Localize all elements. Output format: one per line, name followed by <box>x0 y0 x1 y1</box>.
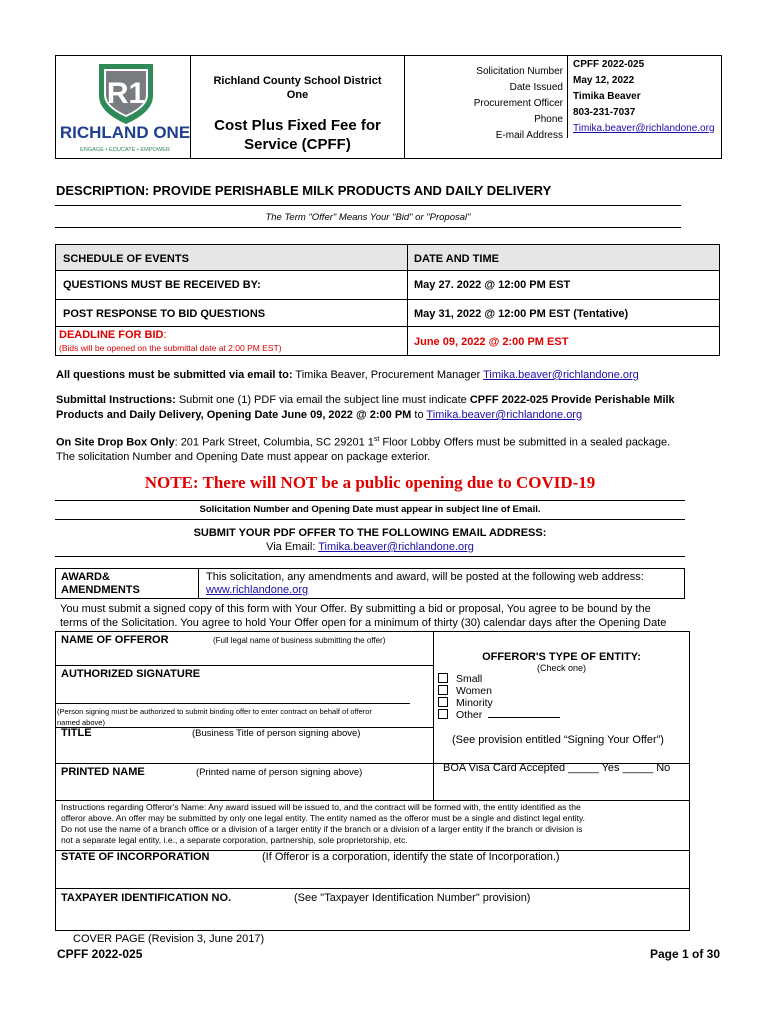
page-number: Page 1 of 30 <box>649 947 720 961</box>
title-input[interactable] <box>59 742 429 762</box>
offeror-name-instructions: Instructions regarding Offeror's Name: Any award issued will be issued to, and the contract will be formed with, the entity identified as the offeror above. An offer may be submitted by only one legal entity. The entity named as the offeror must be a single and distinct legal entity. Do not use the name of a branch office or a division of a larger entity if the branch or a division of a larger entity if the branch or division is not a separate legal entity, i.e., a separate corporation, partnership, sole proprietorship, etc. <box>61 802 586 845</box>
solicitation-number: CPFF 2022-025 <box>573 59 645 70</box>
deadline-note: (Bids will be opened on the submittal date at 2:00 PM EST) <box>59 343 282 353</box>
checkbox-icon[interactable] <box>438 673 448 683</box>
printed-name-input[interactable] <box>59 780 429 798</box>
printed-name-label: PRINTED NAME <box>61 766 145 778</box>
entity-type-title: OFFEROR'S TYPE OF ENTITY: <box>482 651 641 663</box>
label-solicitation-number: Solicitation Number <box>476 66 563 77</box>
taxpayer-id-input[interactable] <box>59 906 684 926</box>
submittal-paragraph: Submittal Instructions: Submit one (1) PDF via email the subject line must indicate CPFF 2022-025 Provide Perishable Milk Products and Daily Delivery, Opening Date June 09, 2022 @ 2:00 PM to Timika.beaver@richlandone.org <box>56 394 675 421</box>
svg-text:ENGAGE • EDUCATE • EMPOWER: ENGAGE • EDUCATE • EMPOWER <box>80 147 170 153</box>
footer-solicitation-id: CPFF 2022-025 <box>57 947 143 961</box>
title-label: TITLE <box>61 727 92 739</box>
authorized-signature-hint: (Person signing must be authorized to submit binding offer to enter contract on behalf of offeror named above) <box>57 707 372 727</box>
email-link[interactable]: Timika.beaver@richlandone.org <box>573 123 715 134</box>
org-name: Richland County School District One <box>213 75 382 101</box>
state-of-incorporation-label: STATE OF INCORPORATION <box>61 851 210 863</box>
doc-type-title: Cost Plus Fixed Fee for Service (CPFF) <box>214 117 381 153</box>
taxpayer-id-label: TAXPAYER IDENTIFICATION NO. <box>61 892 232 904</box>
entity-option-small[interactable]: Small <box>438 673 560 685</box>
label-email: E-mail Address <box>495 130 563 141</box>
org-cell <box>191 56 405 158</box>
authorized-signature-label: AUTHORIZED SIGNATURE <box>61 668 201 680</box>
solicitation-labels <box>405 64 563 144</box>
solicitation-info <box>405 56 721 158</box>
header-box <box>55 55 722 159</box>
questions-paragraph: All questions must be submitted via email to: Timika Beaver, Procurement Manager Timika.beaver@richlandone.org <box>56 369 639 381</box>
questions-email-link[interactable]: Timika.beaver@richlandone.org <box>483 369 639 381</box>
title-hint: (Business Title of person signing above) <box>192 728 361 739</box>
award-text: This solicitation, any amendments and award, will be posted at the following web address: www.richlandone.org <box>206 571 681 597</box>
label-date-issued: Date Issued <box>509 82 563 93</box>
deadline-label: DEADLINE FOR BID: <box>59 329 167 341</box>
printed-name-hint: (Printed name of person signing above) <box>196 767 363 778</box>
svg-text:R1: R1 <box>106 77 146 110</box>
offeror-form <box>55 631 690 931</box>
offer-term-note: The Term "Offer" Means Your "Bid" or "Proposal" <box>265 212 471 223</box>
subject-line-note: Solicitation Number and Opening Date must appear in subject line of Email. <box>199 504 541 515</box>
name-of-offeror-label: NAME OF OFFEROR <box>61 634 169 646</box>
cover-page-revision: COVER PAGE (Revision 3, June 2017) <box>73 933 265 945</box>
richland-one-logo-icon <box>56 56 190 158</box>
entity-option-other[interactable]: Other <box>438 709 560 721</box>
submit-email-link[interactable]: Timika.beaver@richlandone.org <box>318 541 474 553</box>
covid-note-heading: NOTE: There will NOT be a public opening due to COVID-19 <box>144 473 596 492</box>
state-of-incorporation-hint: (If Offeror is a corporation, identify the state of Incorporation.) <box>262 851 560 863</box>
schedule-row-event: POST RESPONSE TO BID QUESTIONS <box>63 308 266 320</box>
label-procurement-officer: Procurement Officer <box>473 98 563 109</box>
schedule-header-date: DATE AND TIME <box>414 253 499 265</box>
sign-notice: You must submit a signed copy of this form with Your Offer. By submitting a bid or proposal, You agree to be bound by the terms of the Solicitation. You agree to hold Your Offer open for a minimum of thirty (30) calendar days after the Opening Date <box>60 603 667 629</box>
dropbox-paragraph: On Site Drop Box Only: 201 Park Street, Columbia, SC 29201 1st Floor Lobby Offers must be submitted in a sealed package. The solicitation Number and Opening Date must appear on package exterior. <box>56 436 671 463</box>
provision-note: (See provision entitled “Signing Your Offer”) <box>452 734 664 746</box>
state-of-incorporation-input[interactable] <box>59 865 684 885</box>
entity-option-women[interactable]: Women <box>438 685 560 697</box>
phone: 803-231-7037 <box>573 107 636 118</box>
taxpayer-id-hint: (See "Taxpayer Identification Number" provision) <box>294 892 531 904</box>
schedule-table <box>55 244 720 356</box>
procurement-officer: Timika Beaver <box>573 91 641 102</box>
checkbox-icon[interactable] <box>438 697 448 707</box>
name-of-offeror-input[interactable] <box>186 644 426 664</box>
description-heading: DESCRIPTION: PROVIDE PERISHABLE MILK PRODUCTS AND DAILY DELIVERY <box>56 183 552 198</box>
entity-type-options <box>438 673 560 721</box>
date-issued: May 12, 2022 <box>573 75 635 86</box>
submittal-email-link[interactable]: Timika.beaver@richlandone.org <box>426 409 583 421</box>
schedule-row-event: QUESTIONS MUST BE RECEIVED BY: <box>63 279 261 291</box>
label-phone: Phone <box>534 114 563 125</box>
award-box <box>55 568 685 599</box>
submit-email-box: SUBMIT YOUR PDF OFFER TO THE FOLLOWING EMAIL ADDRESS: Via Email: Timika.beaver@richlandone.org <box>193 527 547 553</box>
boa-visa-card[interactable]: BOA Visa Card Accepted _____ Yes _____ No <box>443 762 671 774</box>
award-url-link[interactable]: www.richlandone.org <box>206 584 309 596</box>
schedule-header-events: SCHEDULE OF EVENTS <box>63 253 189 265</box>
checkbox-icon[interactable] <box>438 685 448 695</box>
schedule-row-date: May 27. 2022 @ 12:00 PM EST <box>414 279 571 291</box>
award-label: AWARD& AMENDMENTS <box>61 571 140 596</box>
entity-type-hint: (Check one) <box>536 663 587 673</box>
solicitation-values <box>573 57 715 137</box>
name-of-offeror-hint: (Full legal name of business submitting the offer) <box>213 636 386 645</box>
logo-cell <box>56 56 191 158</box>
schedule-row-date: May 31, 2022 @ 12:00 PM EST (Tentative) <box>414 308 629 320</box>
svg-text:RICHLAND ONE: RICHLAND ONE <box>59 123 190 142</box>
entity-option-minority[interactable]: Minority <box>438 697 560 709</box>
checkbox-icon[interactable] <box>438 709 448 719</box>
deadline-date: June 09, 2022 @ 2:00 PM EST <box>414 336 569 348</box>
authorized-signature-input[interactable] <box>59 682 429 702</box>
